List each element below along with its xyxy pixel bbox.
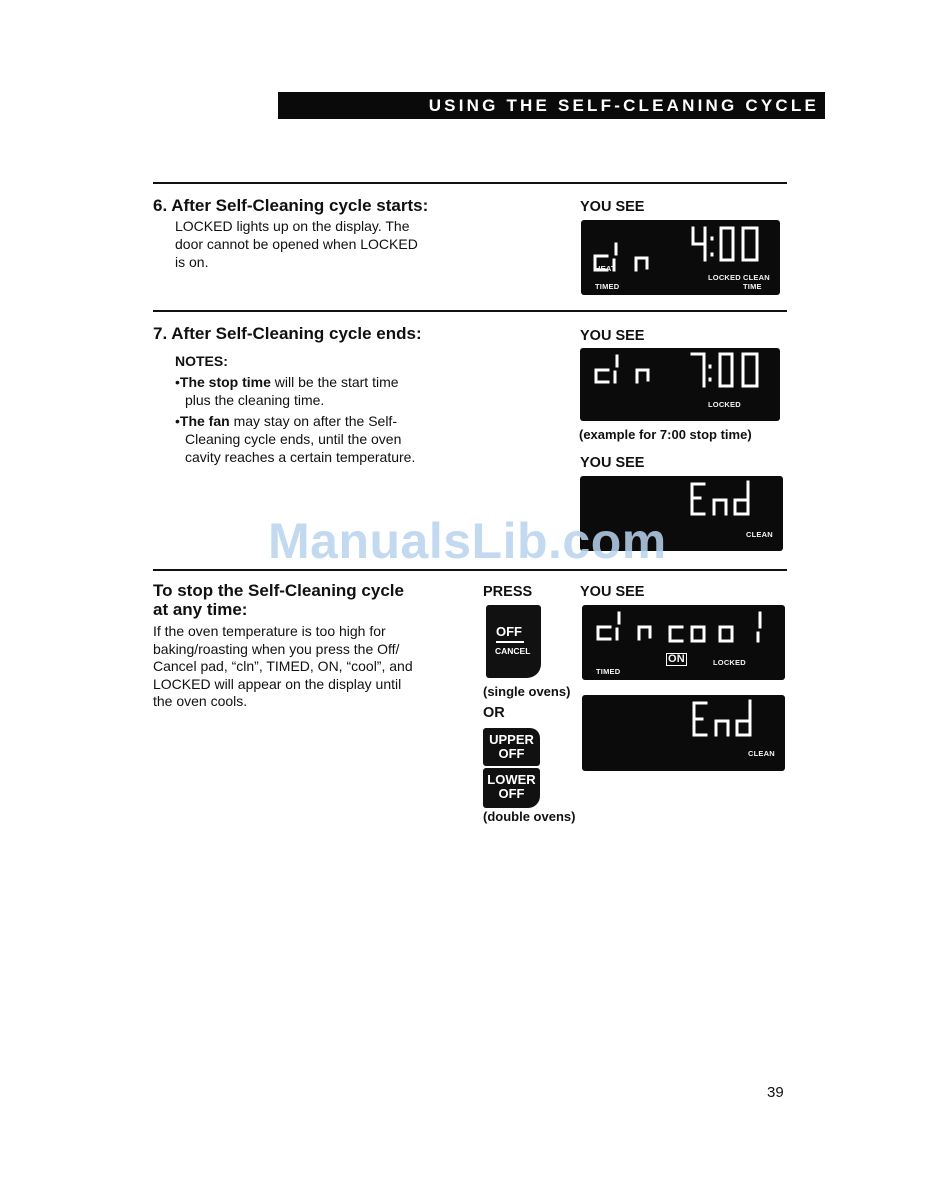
- page-number: 39: [767, 1084, 784, 1101]
- section-title: USING THE SELF-CLEANING CYCLE: [428, 95, 819, 115]
- text-line: baking/roasting when you press the Off/: [153, 640, 400, 657]
- press-label: PRESS: [483, 584, 533, 600]
- pad-label-off: OFF: [498, 786, 525, 801]
- text-line: is on.: [175, 254, 209, 270]
- step-6-heading: 6. After Self-Cleaning cycle starts:: [153, 196, 429, 215]
- note-bold: The stop time: [179, 374, 271, 390]
- indicator-timed: TIMED: [595, 282, 620, 291]
- seven-segment-readout: [580, 348, 780, 421]
- upper-off-pad[interactable]: [483, 728, 540, 766]
- note-text: may stay on after the Self-: [229, 413, 397, 429]
- watermark: ManualsLib.com: [268, 513, 667, 569]
- note-item: •The stop time will be the start time: [175, 374, 399, 390]
- step-7-heading: 7. After Self-Cleaning cycle ends:: [153, 324, 422, 343]
- indicator-clean: CLEAN: [746, 530, 773, 539]
- step-6-text: [175, 217, 418, 271]
- indicator-locked: LOCKED: [708, 400, 741, 409]
- single-ovens-caption: (single ovens): [483, 684, 571, 699]
- note-item: •The fan may stay on after the Self-: [175, 413, 397, 429]
- note-text: Cleaning cycle ends, until the oven: [185, 431, 402, 447]
- seven-segment-readout: [582, 695, 785, 771]
- indicator-locked: LOCKED: [713, 658, 746, 667]
- text-line: LOCKED will appear on the display until: [153, 675, 402, 692]
- oven-display-end: [582, 695, 785, 771]
- divider: [153, 569, 787, 571]
- text-line: door cannot be opened when LOCKED: [175, 236, 418, 252]
- you-see-label: YOU SEE: [580, 455, 645, 471]
- divider: [153, 310, 787, 312]
- off-cancel-pad[interactable]: [486, 605, 541, 678]
- indicator-on: ON: [668, 653, 685, 665]
- pad-label-lower: LOWER: [487, 772, 536, 787]
- text-line: the oven cools.: [153, 693, 248, 709]
- notes-label: NOTES:: [175, 353, 228, 369]
- pad-label-off: OFF: [496, 624, 522, 639]
- stop-text: [153, 623, 413, 711]
- divider: [153, 182, 787, 184]
- text-line: Cancel pad, “cln”, TIMED, ON, “cool”, and: [153, 658, 413, 674]
- note-text: plus the cleaning time.: [185, 392, 325, 408]
- oven-display-cln-4-00: [581, 220, 780, 295]
- indicator-heat: HEAT: [595, 264, 616, 273]
- oven-display-cln-7-00: [580, 348, 780, 421]
- or-label: OR: [483, 705, 505, 721]
- double-ovens-caption: (double ovens): [483, 809, 576, 824]
- note-text: will be the start time: [270, 374, 399, 390]
- you-see-label: YOU SEE: [580, 199, 645, 215]
- oven-display-cln-cool: [582, 605, 785, 680]
- indicator-locked: LOCKED: [708, 273, 741, 282]
- indicator-timed: TIMED: [596, 667, 621, 676]
- stop-heading: [153, 581, 404, 619]
- notes-list: [175, 373, 465, 466]
- text-line: LOCKED lights up on the display. The: [175, 218, 410, 234]
- indicator-clean: CLEAN: [748, 749, 775, 758]
- pad-label-cancel: CANCEL: [495, 646, 531, 656]
- note-bold: The fan: [179, 413, 230, 429]
- example-caption: (example for 7:00 stop time): [579, 427, 752, 442]
- section-title-bar: [278, 92, 825, 119]
- you-see-label: YOU SEE: [580, 584, 645, 600]
- heading-line: at any time:: [153, 600, 248, 619]
- note-text: cavity reaches a certain temperature.: [185, 449, 416, 465]
- indicator-time: TIME: [743, 282, 762, 291]
- text-line: If the oven temperature is too high for: [153, 623, 386, 639]
- indicator-clean: CLEAN: [743, 273, 770, 282]
- pad-label-off: OFF: [498, 746, 525, 761]
- heading-line: To stop the Self-Cleaning cycle: [153, 581, 404, 600]
- lower-off-pad[interactable]: [483, 768, 540, 808]
- pad-label-upper: UPPER: [489, 732, 534, 747]
- you-see-label: YOU SEE: [580, 328, 645, 344]
- pad-divider: [496, 641, 524, 643]
